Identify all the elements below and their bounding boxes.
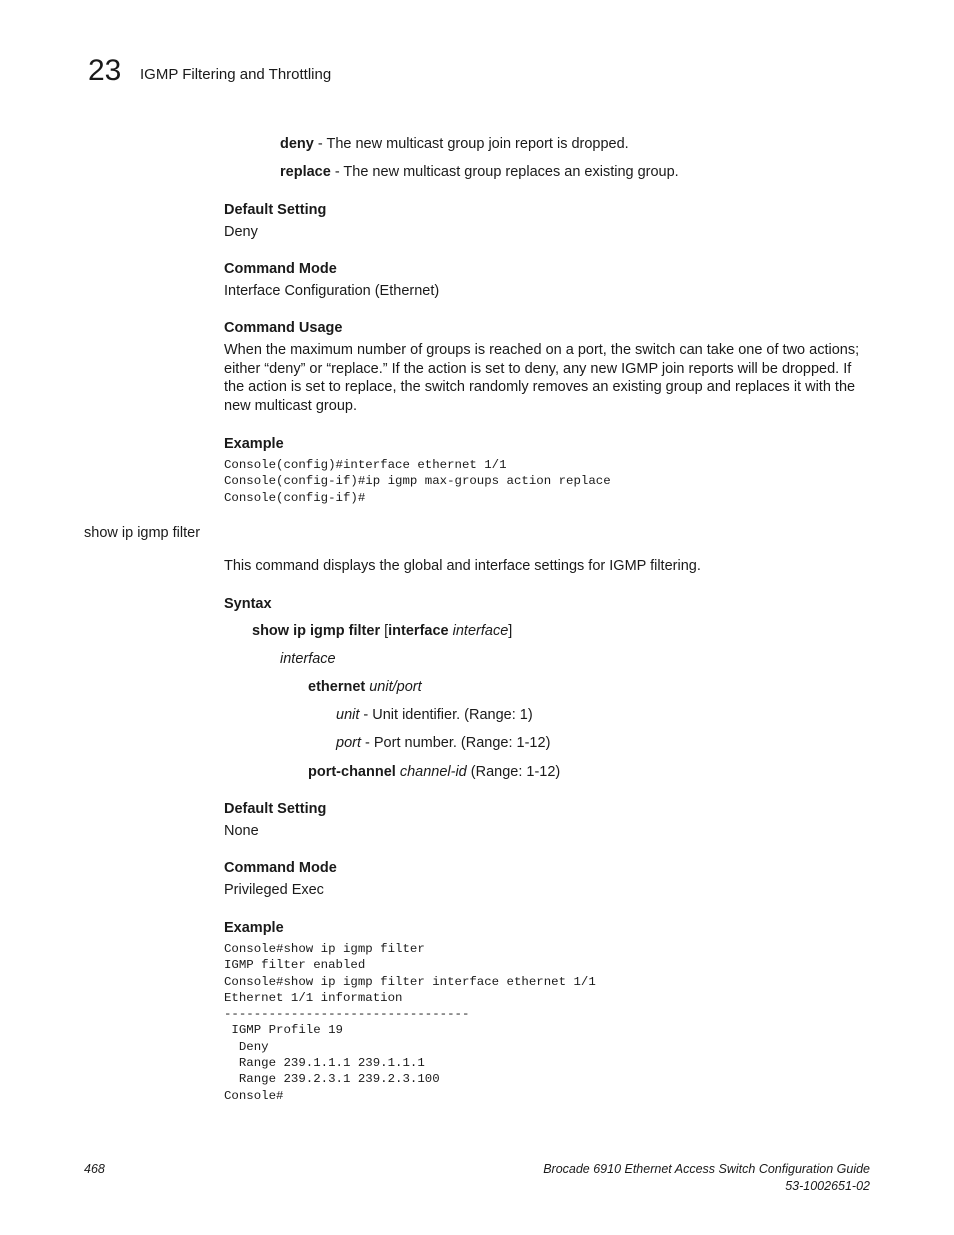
option-keyword: deny [280,136,314,152]
option-replace [280,164,679,180]
unit-param: unit [336,707,360,723]
default-setting-heading: Default Setting [224,202,327,218]
command-mode-heading: Command Mode [224,261,337,277]
page-number: 468 [84,1162,105,1176]
default-setting-value: Deny [224,224,258,240]
param-port-channel [308,764,560,780]
command-description: This command displays the global and interface settings for IGMP filtering. [224,558,701,574]
example-code-block: Console#show ip igmp filter IGMP filter enabled Console#show ip igmp filter interface ethernet 1/1 Ethernet 1/1 information --------------------------------- IGMP Profile 19 Deny Range 239.1.1.1 239.1.1.1 Range 239.2.3.1 239.2.3.100 Console# [224,942,596,1103]
default-setting-heading: Default Setting [224,801,327,817]
command-name: show ip igmp filter [84,525,201,541]
syntax-heading: Syntax [224,596,272,612]
option-description: - The new multicast group join report is dropped. [313,136,629,152]
chapter-title: IGMP Filtering and Throttling [140,66,332,83]
ethernet-param: unit/port [365,679,422,695]
syntax-keyword: interface [388,623,449,639]
param-port [336,735,550,751]
option-description: - The new multicast group replaces an existing group. [330,164,679,180]
document-number: 53-1002651-02 [785,1179,870,1193]
example-code-block: Console(config)#interface ethernet 1/1 Console(config-if)#ip igmp max-groups action replace Console(config-if)# [224,458,611,505]
syntax-bracket: [ [380,623,389,639]
guide-title: Brocade 6910 Ethernet Access Switch Configuration Guide [543,1162,870,1176]
command-mode-value: Interface Configuration (Ethernet) [224,283,440,299]
default-setting-value: None [224,823,259,839]
port-channel-param: channel-id [395,764,467,780]
chapter-number: 23 [88,54,122,87]
syntax-param: interface [448,623,509,639]
option-keyword: replace [280,164,331,180]
command-usage-text: When the maximum number of groups is reached on a port, the switch can take one of two actions; either “deny” or “replace.” If the action is set to deny, any new IGMP join reports will be dropped. If the action is set to replace, the switch randomly removes an existing group and replaces it with the new multicast group. [224,342,860,414]
syntax-line [252,623,512,639]
command-mode-heading: Command Mode [224,860,337,876]
command-usage-heading: Command Usage [224,320,343,336]
param-unit [336,707,533,723]
option-deny [280,136,629,152]
unit-description: - Unit identifier. (Range: 1) [359,707,533,723]
port-param: port [336,735,361,751]
param-ethernet [308,679,422,695]
example-heading: Example [224,436,284,452]
syntax-bracket: ] [508,623,513,639]
command-mode-value: Privileged Exec [224,882,324,898]
example-heading: Example [224,920,284,936]
port-description: - Port number. (Range: 1-12) [361,735,551,751]
port-channel-range: (Range: 1-12) [466,764,561,780]
port-channel-keyword: port-channel [308,764,396,780]
ethernet-keyword: ethernet [308,679,366,695]
param-interface: interface [280,651,336,667]
syntax-command: show ip igmp filter [252,623,381,639]
